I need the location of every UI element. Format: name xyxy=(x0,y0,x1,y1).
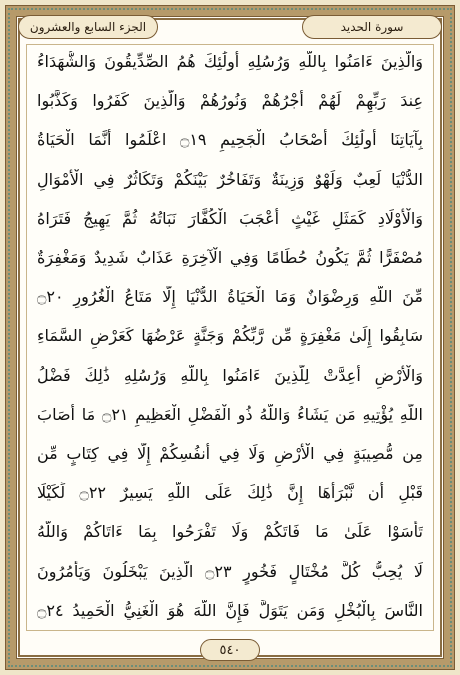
juz-title: الجزء السابع والعشرون xyxy=(18,15,158,39)
verse-lines xyxy=(37,51,423,624)
text-line-8: سَابِقُوا إِلَىٰ مَغْفِرَةٍ مِّن رَّبِّكُمْ وَجَنَّةٍ عَرْضُهَا كَعَرْضِ السَّمَاءِ xyxy=(37,326,423,346)
text-line-14: لَا يُحِبُّ كُلَّ مُخْتَالٍ فَخُورٍ ۝٢٣ الَّذِينَ يَبْخَلُونَ وَيَأْمُرُونَ xyxy=(37,561,423,581)
text-line-1: وَالَّذِينَ ءَامَنُوا بِاللَّهِ وَرُسُلِهِ أُولَٰئِكَ هُمُ الصِّدِّيقُونَ وَالشُّهَدَاءُ xyxy=(37,52,423,71)
surah-title: سورة الحديد xyxy=(302,15,442,39)
text-line-11: مِن مُّصِيبَةٍ فِي الْأَرْضِ وَلَا فِي أَنفُسِكُمْ إِلَّا فِي كِتَابٍ مِّن xyxy=(37,444,423,464)
page-footer xyxy=(0,639,460,661)
page-header xyxy=(18,12,442,42)
page-number: ٥٤٠ xyxy=(200,639,260,661)
text-line-5: وَالْأَوْلَادِ كَمَثَلِ غَيْثٍ أَعْجَبَ الْكُفَّارَ نَبَاتُهُ ثُمَّ يَهِيجُ فَتَرَاهُ xyxy=(37,208,423,228)
quran-text-area xyxy=(26,44,434,631)
text-line-6: مُصْفَرًّا ثُمَّ يَكُونُ حُطَامًا وَفِي الْآخِرَةِ عَذَابٌ شَدِيدٌ وَمَغْفِرَةٌ xyxy=(37,248,423,268)
text-line-2: عِندَ رَبِّهِمْ لَهُمْ أَجْرُهُمْ وَنُورُهُمْ وَالَّذِينَ كَفَرُوا وَكَذَّبُوا xyxy=(37,91,423,111)
text-line-7: مِّنَ اللَّهِ وَرِضْوَانٌ وَمَا الْحَيَاةُ الدُّنْيَا إِلَّا مَتَاعُ الْغُرُورِ ۝٢٠ xyxy=(37,287,423,307)
text-line-10: اللَّهِ يُؤْتِيهِ مَن يَشَاءُ وَاللَّهُ ذُو الْفَضْلِ الْعَظِيمِ ۝٢١ مَا أَصَابَ xyxy=(37,404,423,424)
text-line-13: تَأْسَوْا عَلَىٰ مَا فَاتَكُمْ وَلَا تَفْرَحُوا بِمَا ءَاتَاكُمْ وَاللَّهُ xyxy=(37,522,423,542)
text-line-9: وَالْأَرْضِ أُعِدَّتْ لِلَّذِينَ ءَامَنُوا بِاللَّهِ وَرُسُلِهِ ذَٰلِكَ فَضْلُ xyxy=(37,365,423,385)
text-line-3: بِآيَاتِنَا أُولَٰئِكَ أَصْحَابُ الْجَحِيمِ ۝١٩ اعْلَمُوا أَنَّمَا الْحَيَاةُ xyxy=(37,130,423,150)
text-line-12: قَبْلِ أَن نَّبْرَأَهَا إِنَّ ذَٰلِكَ عَلَى اللَّهِ يَسِيرٌ ۝٢٢ لِّكَيْلَا xyxy=(37,483,423,503)
text-line-4: الدُّنْيَا لَعِبٌ وَلَهْوٌ وَزِينَةٌ وَتَفَاخُرٌ بَيْنَكُمْ وَتَكَاثُرٌ فِي الْأَمْوَالِ xyxy=(37,169,423,189)
text-line-15: النَّاسَ بِالْبُخْلِ وَمَن يَتَوَلَّ فَإِنَّ اللَّهَ هُوَ الْغَنِيُّ الْحَمِيدُ ۝٢٤ xyxy=(37,600,423,620)
